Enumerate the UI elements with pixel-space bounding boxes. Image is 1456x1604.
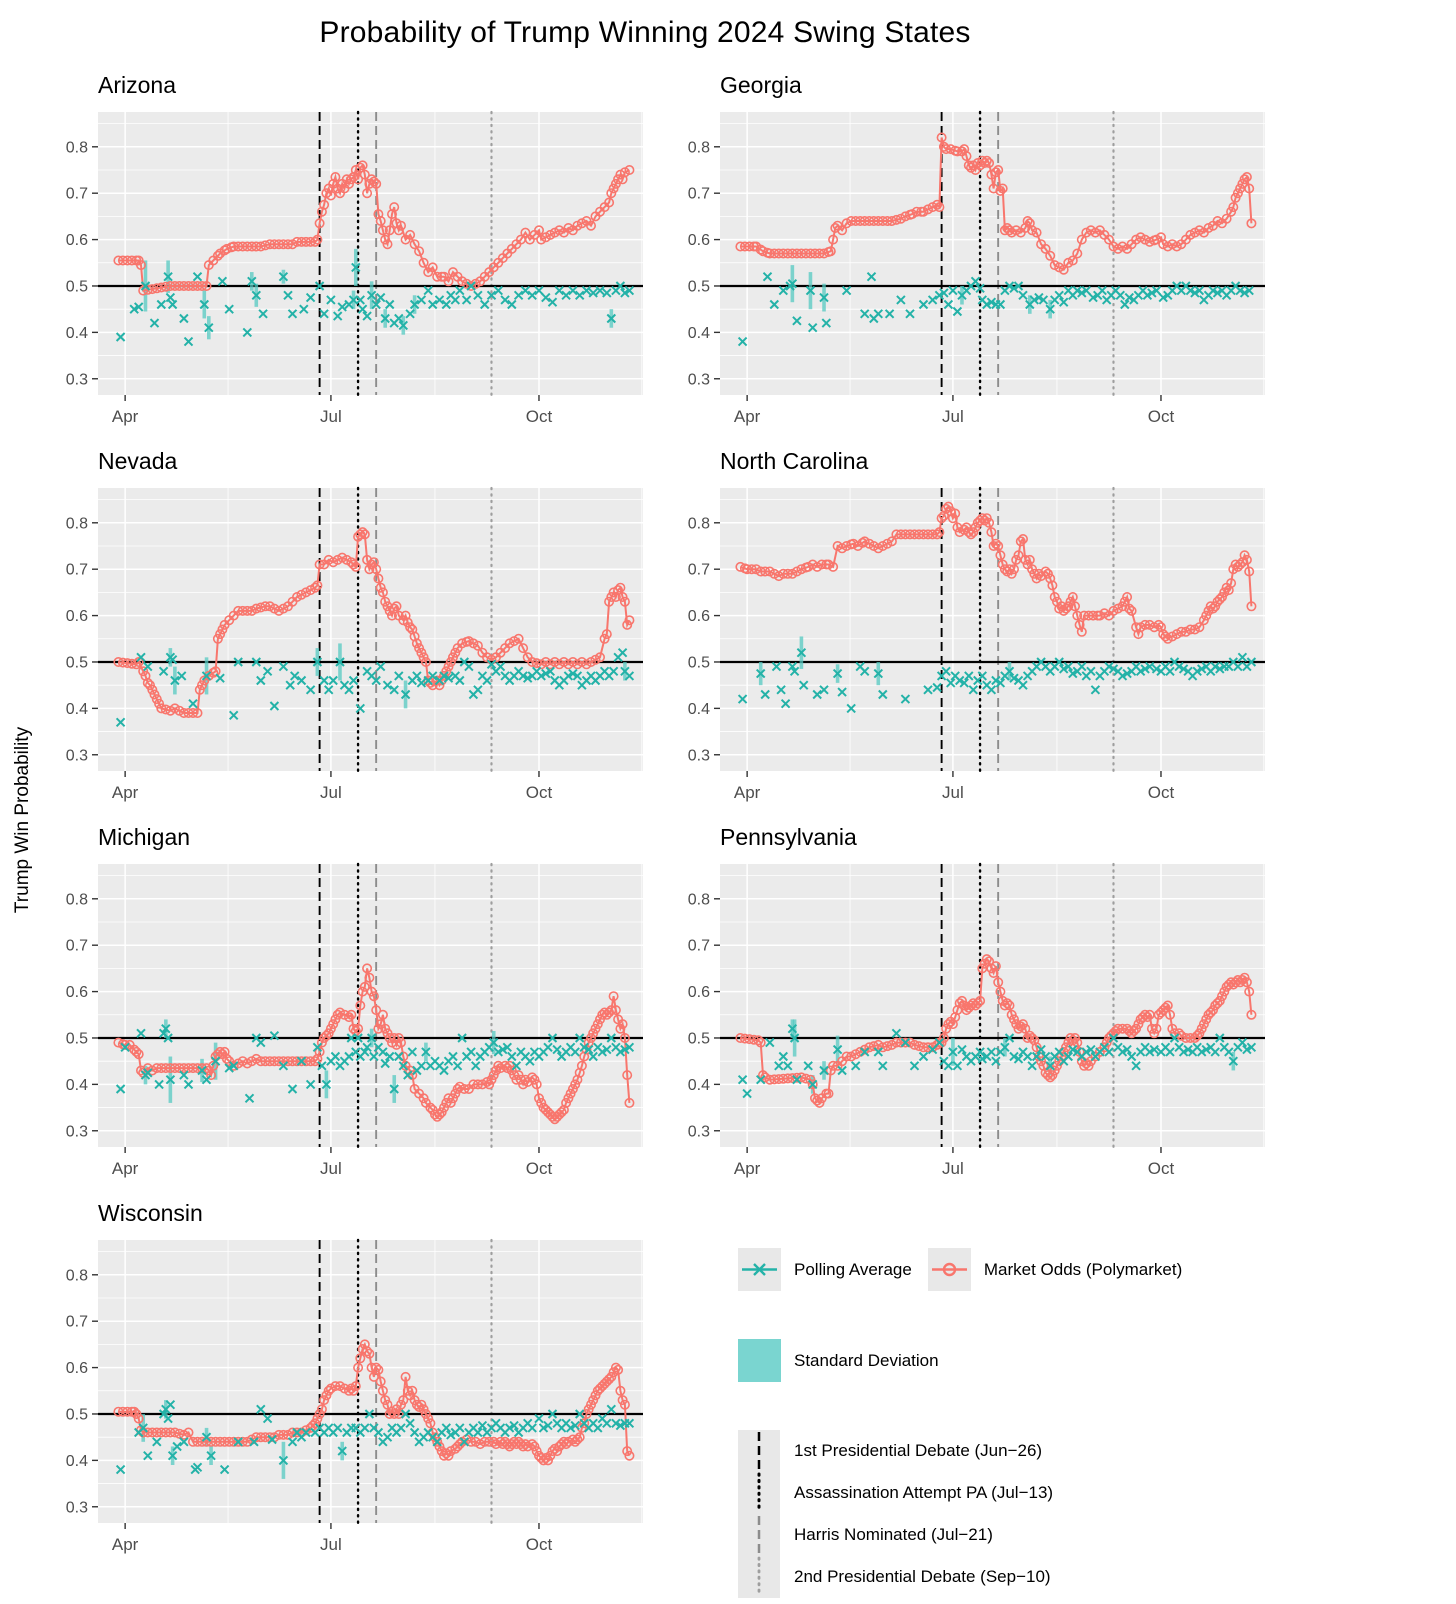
svg-text:Apr: Apr	[111, 783, 139, 802]
harris-nominated-line-key-icon	[738, 1514, 780, 1556]
georgia-chart	[668, 104, 1268, 438]
svg-text:0.4: 0.4	[65, 1452, 88, 1470]
svg-text:0.7: 0.7	[687, 937, 710, 955]
legend-event-lines	[738, 1430, 1290, 1598]
assassination-attempt-line-key-icon	[738, 1472, 780, 1514]
svg-text:Jul: Jul	[942, 407, 964, 426]
svg-text:0.5: 0.5	[65, 1406, 88, 1424]
svg-text:Jul: Jul	[942, 1159, 964, 1178]
svg-text:Oct: Oct	[525, 1535, 553, 1554]
svg-text:Oct: Oct	[1147, 407, 1175, 426]
subplot-title: Arizona	[98, 72, 176, 98]
svg-text:0.5: 0.5	[65, 654, 88, 672]
svg-text:Jul: Jul	[320, 1159, 342, 1178]
debate2-line-key-icon	[738, 1556, 780, 1598]
subplot-title: Pennsylvania	[720, 824, 857, 850]
svg-text:0.6: 0.6	[65, 984, 88, 1002]
svg-text:Jul: Jul	[320, 407, 342, 426]
wisconsin-chart	[46, 1232, 646, 1566]
svg-text:0.7: 0.7	[687, 185, 710, 203]
svg-text:0.3: 0.3	[65, 1499, 88, 1517]
debate1-label: 1st Presidential Debate (Jun−26)	[794, 1441, 1043, 1460]
svg-text:0.5: 0.5	[687, 1030, 710, 1048]
svg-text:0.8: 0.8	[65, 1267, 88, 1285]
svg-text:0.4: 0.4	[65, 1076, 88, 1094]
svg-text:0.5: 0.5	[687, 278, 710, 296]
standard-deviation-key-icon	[738, 1339, 781, 1382]
svg-text:0.6: 0.6	[687, 232, 710, 250]
svg-text:Oct: Oct	[1147, 1159, 1175, 1178]
svg-text:0.5: 0.5	[65, 1030, 88, 1048]
north-carolina-chart	[668, 480, 1268, 814]
svg-text:0.3: 0.3	[65, 371, 88, 389]
svg-text:Jul: Jul	[320, 783, 342, 802]
standard-deviation-label: Standard Deviation	[794, 1350, 939, 1370]
svg-text:0.6: 0.6	[65, 608, 88, 626]
subplot-title: Michigan	[98, 824, 191, 850]
market-odds-key-icon	[928, 1248, 971, 1291]
svg-text:Oct: Oct	[525, 783, 553, 802]
svg-text:0.3: 0.3	[65, 1123, 88, 1141]
svg-text:0.6: 0.6	[65, 1360, 88, 1378]
subplot-nevada	[46, 444, 668, 820]
legend-series-row	[738, 1248, 1290, 1291]
page-title: Probability of Trump Winning 2024 Swing States	[319, 16, 971, 49]
svg-text:0.4: 0.4	[687, 1076, 710, 1094]
subplot-title: Wisconsin	[98, 1200, 203, 1226]
legend-market-odds	[928, 1248, 1182, 1291]
svg-text:0.8: 0.8	[65, 515, 88, 533]
svg-text:Oct: Oct	[525, 407, 553, 426]
svg-text:0.3: 0.3	[687, 1123, 710, 1141]
debate1-line-key-icon	[738, 1430, 780, 1472]
svg-text:0.5: 0.5	[65, 278, 88, 296]
svg-text:Jul: Jul	[942, 783, 964, 802]
svg-text:0.6: 0.6	[687, 608, 710, 626]
y-axis-title: Trump Win Probability	[12, 726, 33, 914]
svg-text:0.8: 0.8	[65, 139, 88, 157]
subplot-title: Georgia	[720, 72, 802, 98]
svg-text:0.8: 0.8	[65, 891, 88, 909]
svg-text:0.4: 0.4	[687, 324, 710, 342]
svg-text:0.5: 0.5	[687, 654, 710, 672]
svg-text:0.3: 0.3	[687, 371, 710, 389]
svg-text:0.7: 0.7	[65, 185, 88, 203]
subplot-arizona	[46, 68, 668, 444]
svg-text:Apr: Apr	[733, 407, 761, 426]
michigan-chart	[46, 856, 646, 1190]
svg-text:0.7: 0.7	[65, 1313, 88, 1331]
svg-text:0.4: 0.4	[65, 324, 88, 342]
subplot-georgia	[668, 68, 1290, 444]
legend-polling-average	[738, 1248, 912, 1291]
svg-text:Apr: Apr	[111, 407, 139, 426]
svg-text:0.8: 0.8	[687, 515, 710, 533]
polling-average-label: Polling Average	[794, 1259, 912, 1279]
svg-text:Apr: Apr	[111, 1535, 139, 1554]
svg-text:Oct: Oct	[1147, 783, 1175, 802]
svg-text:0.7: 0.7	[65, 937, 88, 955]
pennsylvania-chart	[668, 856, 1268, 1190]
svg-text:Apr: Apr	[733, 1159, 761, 1178]
debate2-label: 2nd Presidential Debate (Sep−10)	[794, 1567, 1051, 1586]
assassination-attempt-label: Assassination Attempt PA (Jul−13)	[794, 1483, 1054, 1502]
polling-average-key-icon	[738, 1248, 781, 1291]
svg-text:Apr: Apr	[111, 1159, 139, 1178]
nevada-chart	[46, 480, 646, 814]
svg-text:0.3: 0.3	[687, 747, 710, 765]
arizona-chart	[46, 104, 646, 438]
subplot-pennsylvania	[668, 820, 1290, 1196]
subplot-wisconsin	[46, 1196, 668, 1572]
svg-text:0.6: 0.6	[65, 232, 88, 250]
legend-standard-deviation	[738, 1339, 1290, 1382]
svg-text:Apr: Apr	[733, 783, 761, 802]
svg-text:0.6: 0.6	[687, 984, 710, 1002]
harris-nominated-label: Harris Nominated (Jul−21)	[794, 1525, 993, 1544]
svg-text:Oct: Oct	[525, 1159, 553, 1178]
svg-text:0.7: 0.7	[687, 561, 710, 579]
svg-text:0.3: 0.3	[65, 747, 88, 765]
svg-text:0.4: 0.4	[687, 700, 710, 718]
market-odds-label: Market Odds (Polymarket)	[983, 1259, 1183, 1279]
subplot-michigan	[46, 820, 668, 1196]
svg-text:0.4: 0.4	[65, 700, 88, 718]
svg-text:0.7: 0.7	[65, 561, 88, 579]
subplot-north-carolina	[668, 444, 1290, 820]
svg-text:Jul: Jul	[320, 1535, 342, 1554]
subplot-title: North Carolina	[720, 448, 869, 474]
svg-text:0.8: 0.8	[687, 139, 710, 157]
legend	[668, 1196, 1290, 1586]
subplot-title: Nevada	[98, 448, 178, 474]
svg-text:0.8: 0.8	[687, 891, 710, 909]
